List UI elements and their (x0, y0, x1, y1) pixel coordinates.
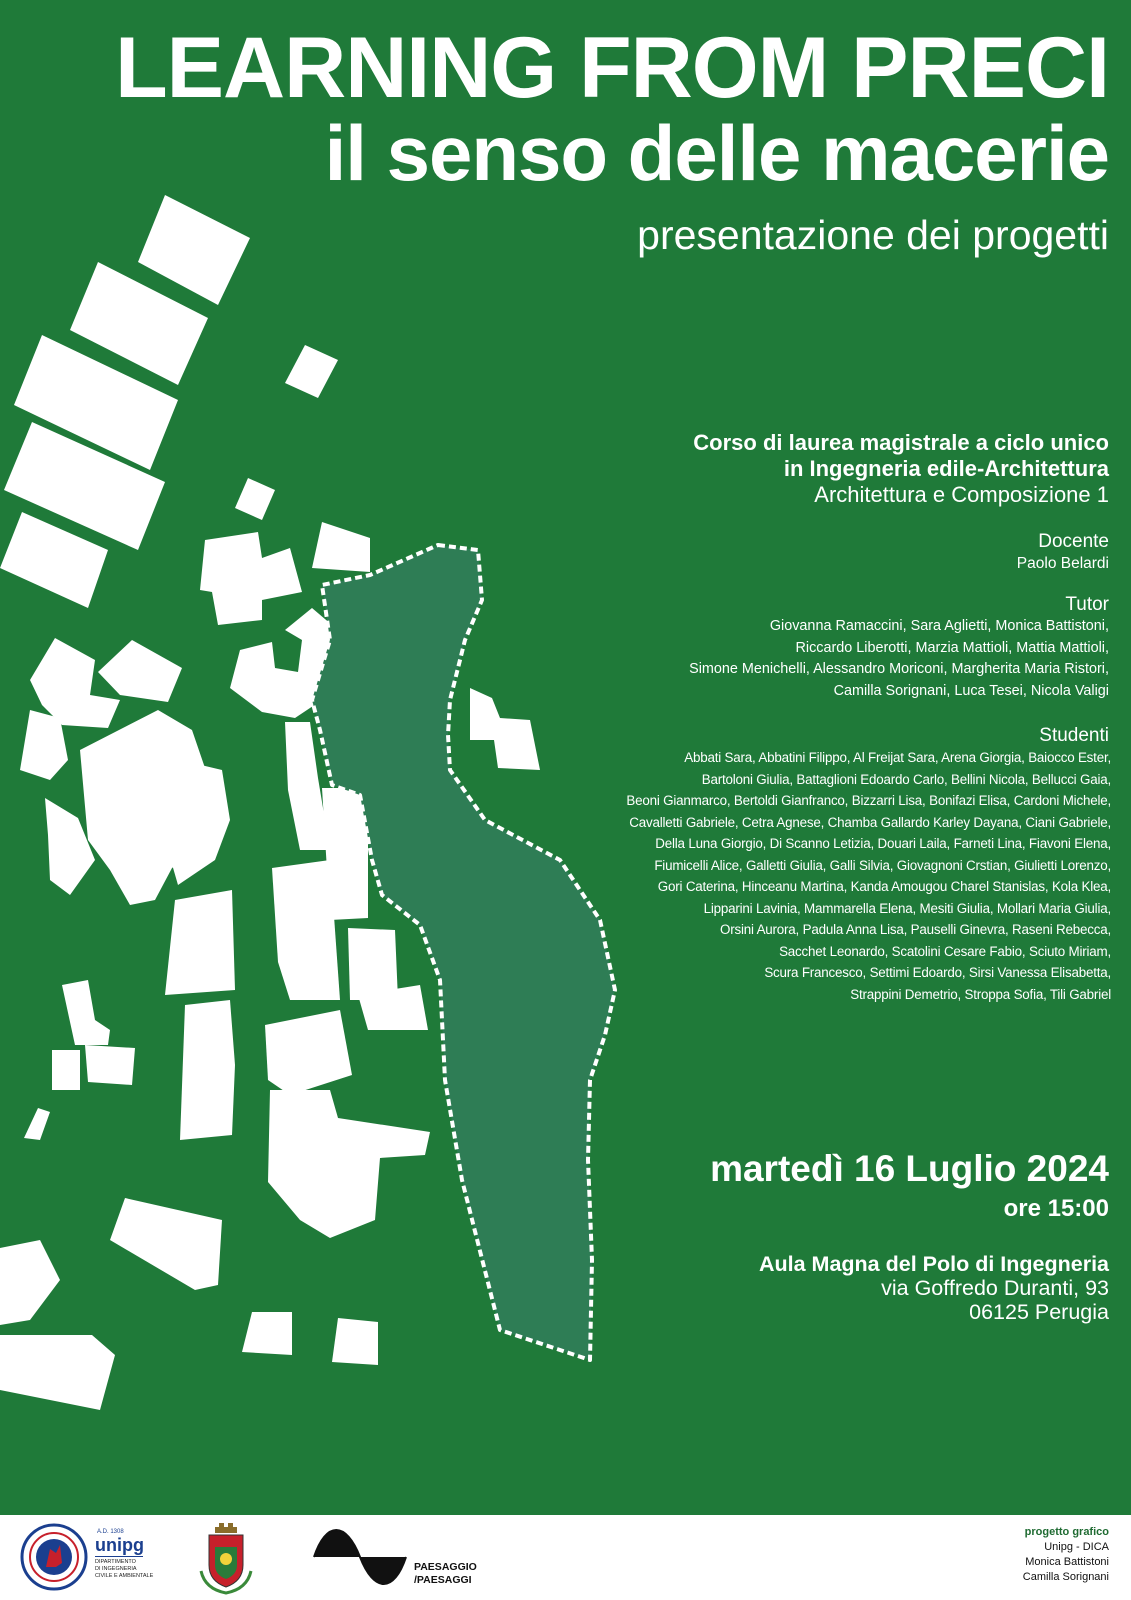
studenti-heading: Studenti (1039, 725, 1109, 746)
studenti-line: Bartoloni Giulia, Battaglioni Edoardo Carlo, Bellini Nicola, Bellucci Gaia, (701, 771, 1111, 787)
presentation-subtitle: presentazione dei progetti (637, 212, 1109, 258)
docente-section (1017, 531, 1109, 575)
studenti-line: Sacchet Leonardo, Scatolini Cesare Fabio, Sciuto Miriam, (779, 943, 1111, 959)
course-line-2: in Ingegneria edile-Architettura (783, 456, 1109, 481)
studenti-line: Scura Francesco, Settimi Edoardo, Sirsi Vanessa Elisabetta, (764, 965, 1111, 980)
course-line-1: Corso di laurea magistrale a ciclo unico (693, 430, 1109, 455)
studenti-line: Cavalletti Gabriele, Cetra Agnese, Chamba Gallardo Karley Dayana, Ciani Gabriele, (629, 814, 1111, 830)
main-subtitle: il senso delle macerie (324, 109, 1109, 197)
docente-heading: Docente (1038, 531, 1109, 552)
paesaggio-label (414, 1561, 477, 1587)
event-venue (759, 1252, 1109, 1324)
unipg-divider (95, 1556, 143, 1557)
event-date: martedì 16 Luglio 2024 (710, 1148, 1109, 1189)
studenti-line: Gori Caterina, Hinceanu Martina, Kanda Amougou Charel Stanislas, Kola Klea, (657, 879, 1111, 894)
studenti-section (626, 725, 1111, 1005)
course-info (693, 430, 1109, 508)
studenti-line: Orsini Aurora, Padula Anna Lisa, Pauselli Ginevra, Raseni Rebecca, (720, 922, 1111, 937)
graphic-credits (1023, 1525, 1109, 1585)
event-time: ore 15:00 (1003, 1195, 1109, 1222)
unipg-name: unipg (95, 1535, 144, 1555)
dept-line: DIPARTIMENTO (95, 1559, 136, 1565)
tutor-section (689, 594, 1109, 702)
studenti-line: Beoni Gianmarco, Bertoldi Gianfranco, Bizzarri Lisa, Bonifazi Elisa, Cardoni Michele, (626, 793, 1111, 808)
credits-line: Unipg - DICA (1044, 1541, 1109, 1553)
credits-line: Monica Battistoni (1025, 1556, 1109, 1568)
venue-address: via Goffredo Duranti, 93 (881, 1276, 1109, 1300)
docente-name: Paolo Belardi (1016, 555, 1109, 572)
studenti-line: Lipparini Lavinia, Mammarella Elena, Mesiti Giulia, Mollari Maria Giulia, (703, 900, 1111, 916)
dept-line: CIVILE E AMBIENTALE (95, 1573, 154, 1579)
tutor-line: Simone Menichelli, Alessandro Moriconi, Margherita Maria Ristori, (689, 661, 1109, 677)
main-title: LEARNING FROM PRECI (115, 20, 1109, 116)
paesaggio-line: /PAESAGGI (414, 1574, 472, 1586)
course-line-3: Architettura e Composizione 1 (814, 482, 1109, 507)
studenti-line: Strappini Demetrio, Stroppa Sofia, Tili Gabriel (850, 986, 1111, 1002)
studenti-line: Della Luna Giorgio, Di Scanno Letizia, Douari Laila, Farneti Lina, Fiavoni Elena, (655, 836, 1111, 851)
coat-of-arms-icon (195, 1521, 257, 1595)
tutor-line: Riccardo Liberotti, Marzia Mattioli, Mattia Mattioli, (795, 639, 1109, 656)
tutor-line: Giovanna Ramaccini, Sara Aglietti, Monica Battistoni, (769, 618, 1109, 634)
tutor-heading: Tutor (1065, 594, 1109, 615)
paesaggio-logo-icon (312, 1521, 408, 1591)
dept-line: DI INGEGNERIA (95, 1566, 137, 1572)
venue-city: 06125 Perugia (969, 1300, 1109, 1324)
unipg-year: A.D. 1308 (97, 1529, 124, 1535)
studenti-line: Abbati Sara, Abbatini Filippo, Al Freijat Sara, Arena Giorgia, Baiocco Ester, (684, 750, 1111, 765)
footer (0, 1515, 1131, 1600)
venue-name: Aula Magna del Polo di Ingegneria (758, 1252, 1109, 1276)
paesaggio-line: PAESAGGIO (414, 1561, 477, 1573)
studenti-line: Fiumicelli Alice, Galletti Giulia, Galli Silvia, Giovagnoni Crstian, Giulietti Lorenzo, (654, 857, 1111, 873)
university-seal-icon (20, 1523, 88, 1591)
credits-heading: progetto grafico (1024, 1526, 1109, 1538)
tutor-line: Camilla Sorignani, Luca Tesei, Nicola Valigi (833, 682, 1109, 699)
unipg-logo (95, 1529, 153, 1580)
credits-line: Camilla Sorignani (1022, 1571, 1109, 1583)
